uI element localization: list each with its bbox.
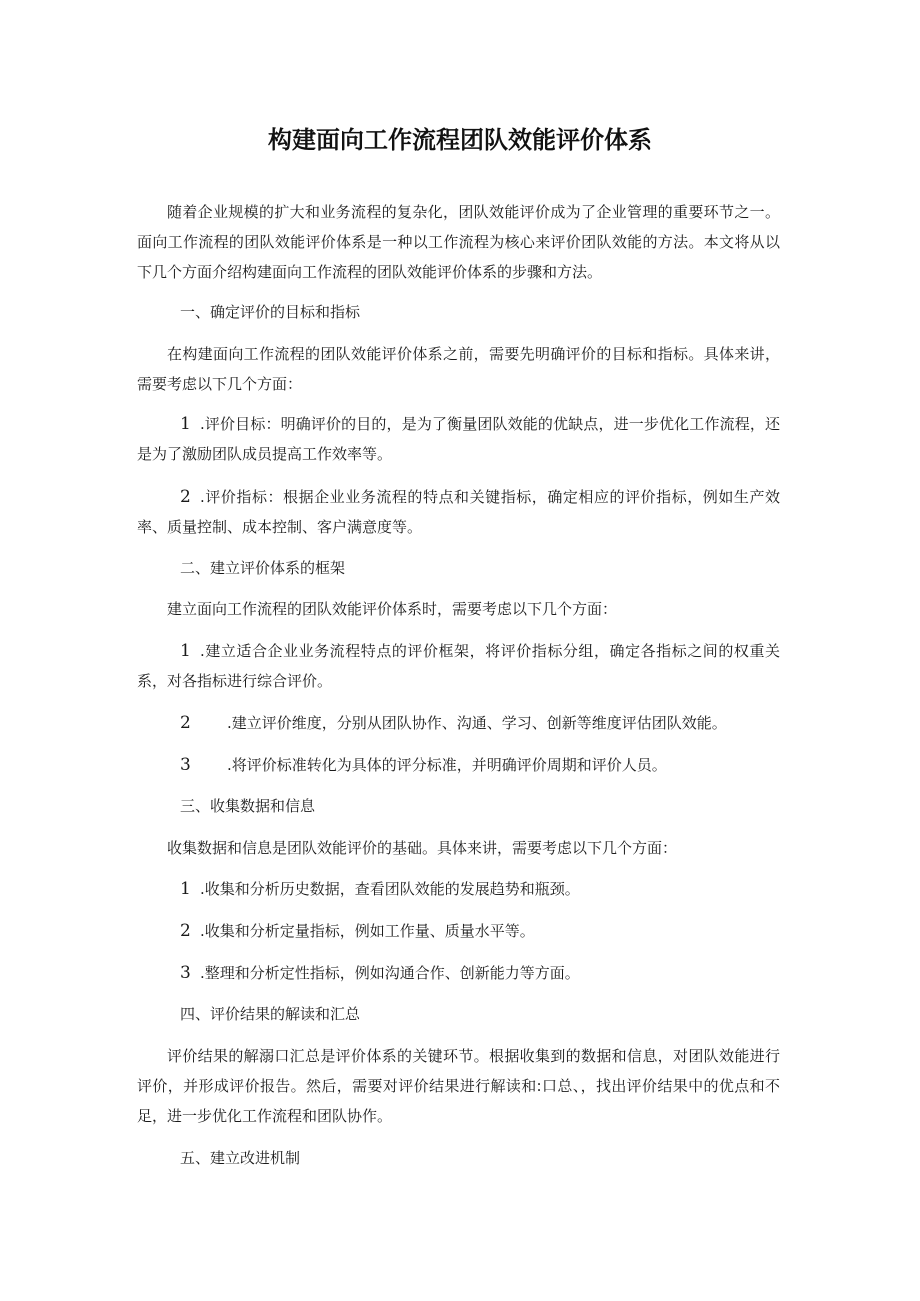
section-1-lead: 在构建面向工作流程的团队效能评价体系之前，需要先明确评价的目标和指标。具体来讲，需要考虑以下几个方面： <box>137 345 780 393</box>
item-number: 3 <box>180 755 191 775</box>
section-1-item-1 <box>137 409 780 469</box>
page-title: 构建面向工作流程团队效能评价体系 <box>268 126 652 154</box>
item-text: .建立适合企业业务流程特点的评价框架，将评价指标分组，确定各指标之间的权重关系，对各指标进行综合评价。 <box>137 642 780 690</box>
item-number: 1 <box>180 879 191 899</box>
section-2-heading: 二、建立评价体系的框架 <box>180 559 346 577</box>
item-number: 2 <box>180 921 191 941</box>
item-text: .整理和分析定性指标，例如沟通合作、创新能力等方面。 <box>200 964 580 982</box>
intro-paragraph: 随着企业规模的扩大和业务流程的复杂化，团队效能评价成为了企业管理的重要环节之一。面向工作流程的团队效能评价体系是一种以工作流程为核心来评价团队效能的方法。本文将从以下几个方面介绍构建面向工作流程的团队效能评价体系的步骤和方法。 <box>137 203 780 281</box>
section-3-item-1 <box>137 874 780 904</box>
section-2-item-1 <box>137 636 780 696</box>
item-text: .评价指标：根据企业业务流程的特点和关键指标，确定相应的评价指标，例如生产效率、质量控制、成本控制、客户满意度等。 <box>137 488 780 536</box>
item-text: .收集和分析定量指标，例如工作量、质量水平等。 <box>200 922 535 940</box>
section-3-lead: 收集数据和信息是团队效能评价的基础。具体来讲，需要考虑以下几个方面： <box>167 839 678 857</box>
section-2-item-3 <box>137 750 780 780</box>
item-number: 1 <box>180 641 191 661</box>
section-2-item-2 <box>137 708 780 738</box>
item-text: .建立评价维度，分别从团队协作、沟通、学习、创新等维度评估团队效能。 <box>227 714 727 732</box>
section-3-heading: 三、收集数据和信息 <box>180 797 316 815</box>
section-5-heading: 五、建立改进机制 <box>180 1149 301 1167</box>
item-text: .收集和分析历史数据，查看团队效能的发展趋势和瓶颈。 <box>200 880 580 898</box>
section-4-lead: 评价结果的解溺口汇总是评价体系的关键环节。根据收集到的数据和信息，对团队效能进行评价，并形成评价报告。然后，需要对评价结果进行解读和:口总、，找出评价结果中的优点和不足，进一步优化工作流程和团队协作。 <box>137 1047 780 1125</box>
section-2-lead: 建立面向工作流程的团队效能评价体系时，需要考虑以下几个方面： <box>167 600 618 618</box>
item-number: 2 <box>180 713 191 733</box>
section-1-item-2 <box>137 482 780 542</box>
section-4-heading: 四、评价结果的解读和汇总 <box>180 1005 361 1023</box>
item-text: .评价目标：明确评价的目的，是为了衡量团队效能的优缺点，进一步优化工作流程，还是为了激励团队成员提高工作效率等。 <box>137 415 780 463</box>
item-text: .将评价标准转化为具体的评分标准，并明确评价周期和评价人员。 <box>227 756 667 774</box>
section-3-item-2 <box>137 916 780 946</box>
item-number: 1 <box>180 414 191 434</box>
item-number: 2 <box>180 487 191 507</box>
section-3-item-3 <box>137 958 780 988</box>
section-1-heading: 一、确定评价的目标和指标 <box>180 303 361 321</box>
item-number: 3 <box>180 963 191 983</box>
